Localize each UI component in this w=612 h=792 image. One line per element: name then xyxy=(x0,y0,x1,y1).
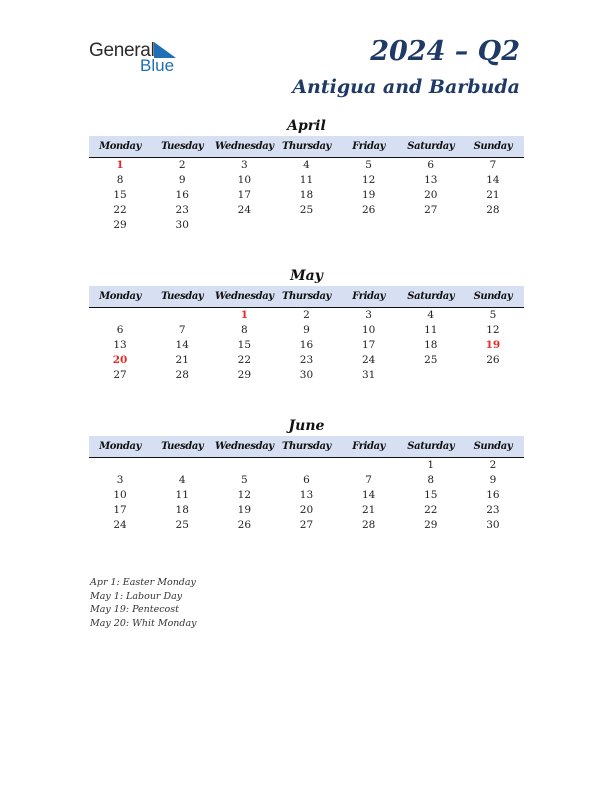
day-cell: 29 xyxy=(424,519,438,531)
day-cell: 17 xyxy=(361,339,376,351)
day-cell: 5 xyxy=(489,309,497,321)
day-cell: 18 xyxy=(175,504,189,516)
empty-day-cell xyxy=(400,368,462,383)
day-cell: 5 xyxy=(365,159,372,171)
day-cell: 26 xyxy=(237,519,252,531)
day-cell: 28 xyxy=(361,519,376,531)
holiday-notes xyxy=(90,576,197,631)
day-cell: 22 xyxy=(237,354,252,366)
day-cell: 21 xyxy=(486,189,500,201)
day-cell: 21 xyxy=(361,504,376,516)
weekday-label: Tuesday xyxy=(161,141,204,152)
month-april xyxy=(89,116,524,233)
day-cell: 1 xyxy=(116,159,124,171)
day-cell: 19 xyxy=(361,189,376,201)
day-cell: 30 xyxy=(486,519,500,531)
day-cell: 12 xyxy=(361,174,376,186)
day-cell: 23 xyxy=(175,204,189,216)
day-cell: 23 xyxy=(486,504,500,516)
day-cell: 12 xyxy=(486,324,500,336)
month-grid xyxy=(89,458,524,533)
day-cell: 8 xyxy=(116,174,124,186)
day-cell: 22 xyxy=(113,204,127,216)
day-cell: 3 xyxy=(116,474,124,486)
month-name: May xyxy=(290,268,323,284)
holiday-note: May 19: Pentecost xyxy=(90,604,179,616)
day-cell: 25 xyxy=(424,354,438,366)
day-cell: 18 xyxy=(424,339,438,351)
holiday-note: May 20: Whit Monday xyxy=(90,618,197,630)
day-cell: 13 xyxy=(299,489,314,501)
day-cell: 7 xyxy=(489,159,497,171)
empty-day-cell xyxy=(213,218,275,233)
day-cell: 23 xyxy=(299,354,314,366)
week-row xyxy=(89,488,524,503)
week-row xyxy=(89,353,524,368)
week-row xyxy=(89,518,524,533)
week-row xyxy=(89,338,524,353)
day-cell: 3 xyxy=(241,159,248,171)
day-cell: 28 xyxy=(486,204,500,216)
weekday-label: Tuesday xyxy=(161,291,204,302)
day-cell: 24 xyxy=(361,354,376,366)
weekday-label: Monday xyxy=(99,441,142,452)
week-row xyxy=(89,323,524,338)
day-cell: 7 xyxy=(365,474,372,486)
day-cell: 9 xyxy=(489,474,497,486)
day-cell: 27 xyxy=(424,204,438,216)
day-cell: 1 xyxy=(427,459,435,471)
day-cell: 11 xyxy=(424,324,438,336)
day-cell: 30 xyxy=(299,369,314,381)
empty-day-cell xyxy=(400,218,462,233)
day-cell: 15 xyxy=(113,189,127,201)
empty-day-cell xyxy=(89,458,151,473)
weekday-label: Sunday xyxy=(473,291,513,302)
day-cell: 10 xyxy=(361,324,376,336)
month-name: April xyxy=(287,118,326,134)
weekday-label: Saturday xyxy=(407,441,455,452)
day-cell: 10 xyxy=(113,489,127,501)
day-cell: 2 xyxy=(178,159,186,171)
day-cell: 10 xyxy=(237,174,252,186)
month-grid xyxy=(89,158,524,233)
day-cell: 14 xyxy=(486,174,500,186)
day-cell: 15 xyxy=(424,489,438,501)
weekday-label: Wednesday xyxy=(214,441,274,452)
day-cell: 8 xyxy=(241,324,248,336)
week-row xyxy=(89,158,524,173)
day-cell: 3 xyxy=(365,309,372,321)
day-cell: 28 xyxy=(175,369,189,381)
day-cell: 16 xyxy=(486,489,500,501)
day-cell: 11 xyxy=(175,489,189,501)
holiday-note: May 1: Labour Day xyxy=(90,590,183,602)
empty-day-cell xyxy=(213,458,275,473)
day-cell: 2 xyxy=(303,309,310,321)
weekday-label: Wednesday xyxy=(214,141,274,152)
day-cell: 30 xyxy=(175,219,189,231)
day-cell: 24 xyxy=(113,519,127,531)
weekday-label: Thursday xyxy=(282,441,331,452)
empty-day-cell xyxy=(89,308,151,323)
day-cell: 20 xyxy=(112,354,128,366)
day-cell: 26 xyxy=(361,204,376,216)
day-cell: 6 xyxy=(303,474,310,486)
weekday-label: Monday xyxy=(99,291,142,302)
day-cell: 16 xyxy=(175,189,189,201)
day-cell: 16 xyxy=(299,339,314,351)
day-cell: 14 xyxy=(361,489,376,501)
weekday-label: Saturday xyxy=(407,291,455,302)
day-cell: 27 xyxy=(113,369,127,381)
day-cell: 22 xyxy=(424,504,438,516)
weekday-label: Saturday xyxy=(407,141,455,152)
weekday-label: Thursday xyxy=(282,291,331,302)
day-cell: 14 xyxy=(175,339,189,351)
day-cell: 27 xyxy=(299,519,314,531)
day-cell: 26 xyxy=(486,354,500,366)
holiday-note: Apr 1: Easter Monday xyxy=(90,577,196,588)
day-cell: 4 xyxy=(178,474,186,486)
weekday-label: Friday xyxy=(352,291,386,302)
empty-day-cell xyxy=(151,308,213,323)
day-cell: 4 xyxy=(303,159,310,171)
day-cell: 2 xyxy=(489,459,497,471)
generalblue-logo xyxy=(89,40,189,76)
weekday-label: Wednesday xyxy=(214,291,274,302)
empty-day-cell xyxy=(462,218,524,233)
week-row xyxy=(89,308,524,323)
day-cell: 1 xyxy=(240,309,248,321)
day-cell: 5 xyxy=(241,474,248,486)
day-cell: 31 xyxy=(361,369,376,381)
day-cell: 12 xyxy=(237,489,252,501)
day-cell: 11 xyxy=(299,174,314,186)
weekday-label: Sunday xyxy=(473,441,513,452)
day-cell: 7 xyxy=(178,324,186,336)
weekday-label: Friday xyxy=(352,141,386,152)
weekday-label: Tuesday xyxy=(161,441,204,452)
day-cell: 6 xyxy=(116,324,124,336)
day-cell: 25 xyxy=(175,519,189,531)
week-row xyxy=(89,203,524,218)
day-cell: 15 xyxy=(237,339,252,351)
empty-day-cell xyxy=(462,368,524,383)
day-cell: 13 xyxy=(113,339,127,351)
empty-day-cell xyxy=(275,458,337,473)
day-cell: 9 xyxy=(303,324,310,336)
day-cell: 19 xyxy=(237,504,252,516)
day-cell: 20 xyxy=(299,504,314,516)
month-grid xyxy=(89,308,524,383)
weekday-label: Thursday xyxy=(282,141,331,152)
logo-blue-text: Blue xyxy=(140,56,175,75)
weekday-header xyxy=(89,136,524,158)
day-cell: 4 xyxy=(427,309,435,321)
week-row xyxy=(89,218,524,233)
day-cell: 29 xyxy=(237,369,252,381)
country-title: Antigua and Barbuda xyxy=(292,76,520,98)
weekday-header xyxy=(89,436,524,458)
day-cell: 18 xyxy=(299,189,314,201)
empty-day-cell xyxy=(275,218,337,233)
day-cell: 25 xyxy=(299,204,314,216)
week-row xyxy=(89,368,524,383)
day-cell: 29 xyxy=(113,219,127,231)
day-cell: 6 xyxy=(427,159,435,171)
day-cell: 20 xyxy=(424,189,438,201)
week-row xyxy=(89,473,524,488)
empty-day-cell xyxy=(151,458,213,473)
weekday-label: Friday xyxy=(352,441,386,452)
day-cell: 19 xyxy=(485,339,501,351)
day-cell: 17 xyxy=(237,189,252,201)
day-cell: 9 xyxy=(178,174,186,186)
week-row xyxy=(89,188,524,203)
week-row xyxy=(89,503,524,518)
day-cell: 8 xyxy=(427,474,435,486)
page-title: 2024 – Q2 xyxy=(370,36,520,67)
day-cell: 24 xyxy=(237,204,252,216)
day-cell: 17 xyxy=(113,504,127,516)
month-may xyxy=(89,266,524,383)
weekday-label: Monday xyxy=(99,141,142,152)
weekday-label: Sunday xyxy=(473,141,513,152)
week-row xyxy=(89,458,524,473)
weekday-header xyxy=(89,286,524,308)
month-name: June xyxy=(288,418,325,434)
empty-day-cell xyxy=(338,458,400,473)
week-row xyxy=(89,173,524,188)
day-cell: 13 xyxy=(424,174,438,186)
logo-general-text: General xyxy=(89,40,155,61)
day-cell: 21 xyxy=(175,354,189,366)
empty-day-cell xyxy=(338,218,400,233)
month-june xyxy=(89,416,524,533)
